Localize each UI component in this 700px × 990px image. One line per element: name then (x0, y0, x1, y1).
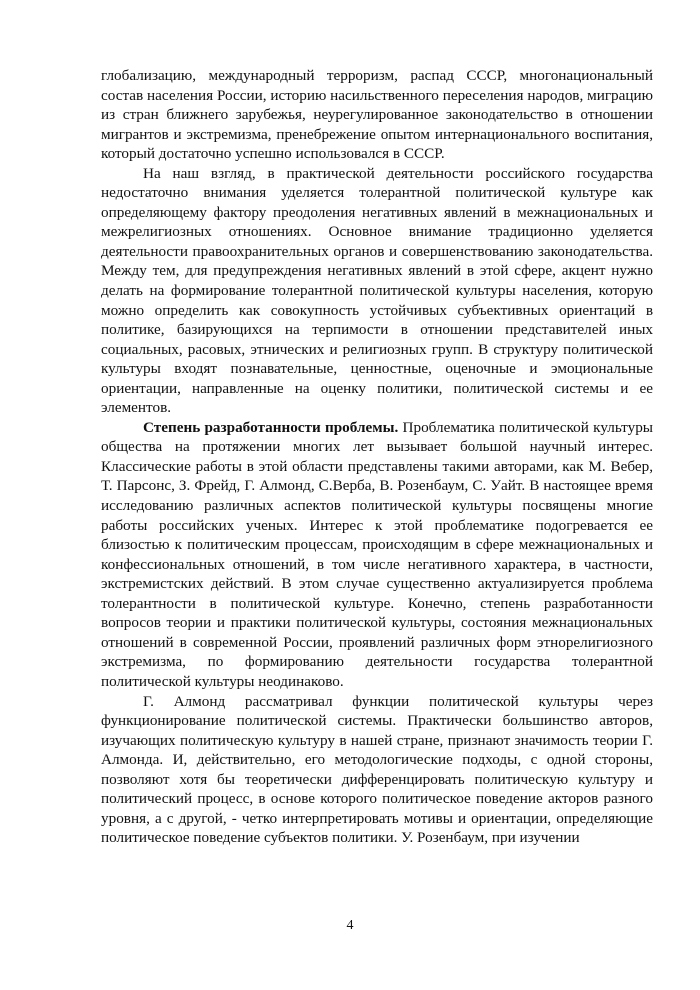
section-heading: Степень разработанности проблемы. (143, 418, 399, 436)
paragraph-4: Г. Алмонд рассматривал функции политической культуры через функционирование политической системы. Практически большинство авторов, изучающих политическую культуру в нашей стране, признают значимость теории Г. Алмонда. И, действительно, его методологические подходы, с одной стороны, позволяют хотя бы теоретически дифференцировать политическую культуру и политический процесс, в основе которого политическое поведение акторов разного уровня, а с другой, - четко интерпретировать мотивы и ориентации, определяющие политическое поведение субъектов политики. У. Розенбаум, при изучении (101, 692, 653, 847)
body-text (101, 66, 653, 848)
page-number: 4 (346, 918, 354, 933)
paragraph-3-body: Проблематика политической культуры общества на протяжении многих лет вызывает большой научный интерес. Классические работы в этой области представлены такими авторами, как М. Вебер, Т. Парсонс, З. Фрейд, Г. Алмонд, С.Верба, В. Розенбаум, С. Уайт. В настоящее время исследованию различных аспектов политической культуры посвящены многие работы российских ученых. Интерес к этой проблематике подогревается ее близостью к политическим процессам, происходящим в сфере межнациональных и конфессиональных отношений, в том числе негативного характера, в частности, экстремистских действий. В этом случае существенно актуализируется проблема толерантности в политической культуре. Конечно, степень разработанности вопросов теории и практики политической культуры, состояния межнациональных отношений в современной России, проявлений различных форм этнорелигиозного экстремизма, по формированию деятельности государства толерантной политической культуры неодинаково. (101, 418, 653, 690)
paragraph-3 (101, 418, 653, 692)
paragraph-1: глобализацию, международный терроризм, распад СССР, многонациональный состав населения России, историю насильственного переселения народов, миграцию из стран ближнего зарубежья, неурегулированное законодательство в отношении мигрантов и экстремизма, пренебрежение опытом интернационального воспитания, который достаточно успешно использовался в СССР. (101, 67, 653, 163)
paragraph-2: На наш взгляд, в практической деятельности российского государства недостаточно внимания уделяется толерантной политической культуре как определяющему фактору преодоления негативных явлений в межнациональных и межрелигиозных отношениях. Основное внимание традиционно уделяется деятельности правоохранительных органов и совершенствованию законодательства. Между тем, для предупреждения негативных явлений в этой сфере, акцент нужно делать на формирование толерантной политической культуры населения, которую можно определить как совокупность устойчивых субъективных ориентаций в политике, базирующихся на терпимости в отношении представителей иных социальных, расовых, этнических и религиозных групп. В структуру политической культуры входят познавательные, ценностные, оценочные и эмоциональные ориентации, направленные на оценку политики, политической системы и ее элементов. (101, 164, 653, 417)
